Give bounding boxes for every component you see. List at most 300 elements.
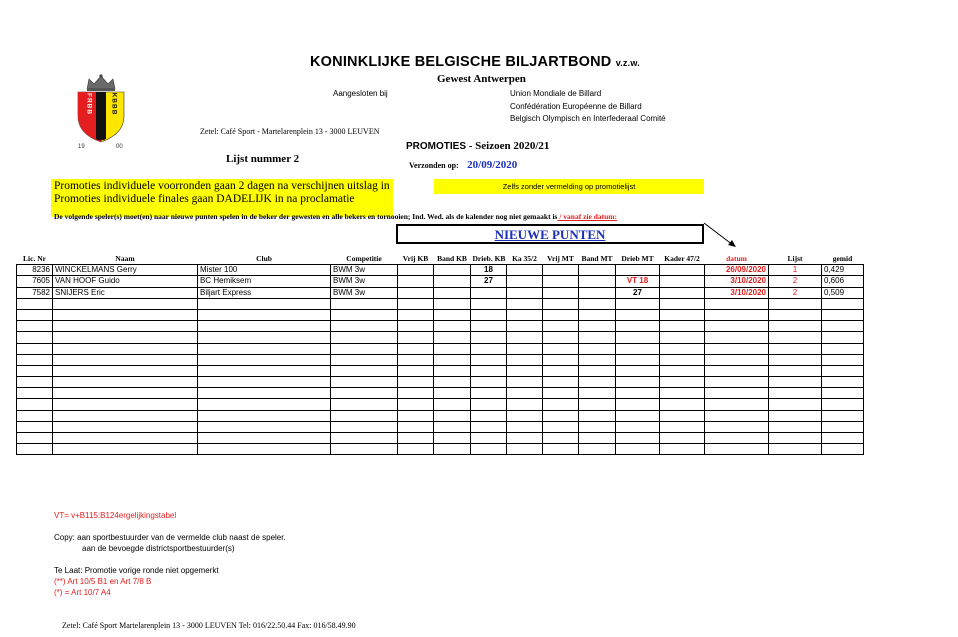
telaat-line: Te Laat: Promotie vorige ronde niet opgemerkt bbox=[54, 566, 219, 575]
table-cell bbox=[769, 444, 822, 455]
table-cell bbox=[660, 433, 705, 444]
table-cell bbox=[434, 287, 471, 298]
table-cell bbox=[507, 343, 543, 354]
table-cell bbox=[398, 377, 434, 388]
table-cell bbox=[17, 298, 53, 309]
table-cell bbox=[434, 421, 471, 432]
table-cell bbox=[471, 377, 507, 388]
table-cell bbox=[616, 332, 660, 343]
table-cell bbox=[616, 298, 660, 309]
table-cell bbox=[471, 287, 507, 298]
table-cell bbox=[822, 309, 864, 320]
table-cell bbox=[579, 287, 616, 298]
article-line-2: (*) = Art 10/7 A4 bbox=[54, 588, 111, 597]
table-cell bbox=[434, 354, 471, 365]
table-cell bbox=[53, 433, 198, 444]
affiliation-2: Confédération Européenne de Billard bbox=[510, 102, 642, 111]
table-cell: 0,429 bbox=[822, 265, 864, 276]
table-cell bbox=[17, 365, 53, 376]
vt-note: VT= v+B115:B124ergelijkingstabel bbox=[54, 511, 177, 520]
table-cell bbox=[660, 399, 705, 410]
table-cell bbox=[434, 444, 471, 455]
table-cell bbox=[543, 388, 579, 399]
table-cell: BC Hemiksem bbox=[198, 276, 331, 287]
table-cell bbox=[579, 265, 616, 276]
table-row bbox=[17, 298, 864, 309]
table-cell bbox=[471, 309, 507, 320]
table-cell: 27 bbox=[471, 276, 507, 287]
table-cell bbox=[543, 354, 579, 365]
table-cell bbox=[17, 354, 53, 365]
table-row bbox=[17, 421, 864, 432]
table-row bbox=[17, 377, 864, 388]
table-cell bbox=[822, 399, 864, 410]
table-cell bbox=[53, 377, 198, 388]
table-cell bbox=[53, 298, 198, 309]
table-cell: 8236 bbox=[17, 265, 53, 276]
table-cell bbox=[507, 276, 543, 287]
table-cell bbox=[543, 433, 579, 444]
zetel-header: Zetel: Café Sport - Martelarenplein 13 - 3000 LEUVEN bbox=[200, 127, 380, 136]
table-cell bbox=[705, 388, 769, 399]
promotion-rule-line-1: Promoties individuele voorronden gaan 2 dagen na verschijnen uitslag in bbox=[54, 180, 390, 192]
table-cell: 18 bbox=[471, 265, 507, 276]
table-cell bbox=[507, 444, 543, 455]
table-cell bbox=[398, 287, 434, 298]
table-cell bbox=[507, 309, 543, 320]
table-cell bbox=[579, 365, 616, 376]
table-row bbox=[17, 388, 864, 399]
table-cell bbox=[198, 365, 331, 376]
table-cell bbox=[507, 321, 543, 332]
table-cell bbox=[198, 421, 331, 432]
table-cell bbox=[543, 265, 579, 276]
table-cell bbox=[769, 343, 822, 354]
svg-text:19: 19 bbox=[78, 144, 85, 150]
table-cell bbox=[660, 276, 705, 287]
table-cell bbox=[769, 433, 822, 444]
table-cell bbox=[822, 377, 864, 388]
table-cell bbox=[822, 433, 864, 444]
table-cell bbox=[822, 298, 864, 309]
verzonden-date: 20/09/2020 bbox=[467, 159, 518, 171]
table-cell bbox=[17, 332, 53, 343]
column-header: Kader 47/2 bbox=[660, 254, 705, 265]
table-cell bbox=[579, 354, 616, 365]
table-cell bbox=[507, 399, 543, 410]
table-cell bbox=[579, 298, 616, 309]
table-cell bbox=[769, 321, 822, 332]
table-cell bbox=[543, 309, 579, 320]
table-cell bbox=[434, 377, 471, 388]
table-cell bbox=[198, 410, 331, 421]
table-row bbox=[17, 321, 864, 332]
column-header: Drieb. KB bbox=[472, 254, 506, 264]
table-cell bbox=[822, 421, 864, 432]
table-cell bbox=[471, 332, 507, 343]
table-cell bbox=[434, 276, 471, 287]
table-cell: BWM 3w bbox=[331, 287, 398, 298]
table-cell bbox=[331, 421, 398, 432]
table-cell bbox=[705, 309, 769, 320]
table-cell bbox=[579, 388, 616, 399]
table-cell bbox=[53, 399, 198, 410]
table-cell bbox=[616, 433, 660, 444]
table-cell bbox=[434, 321, 471, 332]
table-cell bbox=[398, 343, 434, 354]
table-cell bbox=[616, 321, 660, 332]
table-cell bbox=[579, 377, 616, 388]
table-cell: BWM 3w bbox=[331, 276, 398, 287]
table-cell bbox=[616, 388, 660, 399]
table-cell bbox=[705, 354, 769, 365]
table-cell bbox=[579, 343, 616, 354]
table-cell bbox=[434, 365, 471, 376]
table-cell bbox=[434, 332, 471, 343]
table-cell bbox=[198, 444, 331, 455]
table-cell bbox=[579, 276, 616, 287]
table-cell bbox=[543, 343, 579, 354]
table-cell bbox=[17, 399, 53, 410]
column-header: Band MT bbox=[579, 254, 616, 265]
table-cell bbox=[434, 410, 471, 421]
table-cell bbox=[471, 433, 507, 444]
table-cell bbox=[705, 421, 769, 432]
promotion-rule-line-2: Promoties individuele finales gaan DADELIJK in na proclamatie bbox=[54, 193, 355, 205]
table-cell bbox=[579, 433, 616, 444]
table-cell: 7582 bbox=[17, 287, 53, 298]
table-cell bbox=[331, 399, 398, 410]
column-header: Vrij KB bbox=[398, 254, 434, 265]
table-cell bbox=[17, 421, 53, 432]
table-body bbox=[17, 265, 864, 455]
table-cell bbox=[331, 309, 398, 320]
table-cell bbox=[53, 321, 198, 332]
table-cell bbox=[471, 321, 507, 332]
table-cell bbox=[660, 410, 705, 421]
table-row bbox=[17, 444, 864, 455]
notice-red: / vanaf zie datum: bbox=[557, 212, 618, 221]
table-cell bbox=[398, 399, 434, 410]
lijst-nummer: Lijst nummer 2 bbox=[226, 153, 300, 165]
table-cell bbox=[660, 388, 705, 399]
table-cell bbox=[660, 298, 705, 309]
table-cell bbox=[660, 354, 705, 365]
table-row bbox=[17, 433, 864, 444]
table-cell bbox=[53, 354, 198, 365]
table-cell bbox=[822, 321, 864, 332]
table-cell bbox=[331, 444, 398, 455]
table-cell bbox=[331, 377, 398, 388]
table-cell bbox=[822, 444, 864, 455]
zelfs-text: Zelfs zonder vermelding op promotielijst bbox=[502, 182, 636, 191]
table-cell bbox=[331, 365, 398, 376]
table-cell: 27 bbox=[616, 287, 660, 298]
table-cell bbox=[17, 388, 53, 399]
copy-line-1: Copy: aan sportbestuurder van de vermelde club naast de speler. bbox=[54, 533, 286, 542]
table-cell bbox=[471, 399, 507, 410]
table-cell bbox=[660, 265, 705, 276]
kbbb-logo bbox=[70, 72, 132, 150]
table-cell bbox=[471, 421, 507, 432]
table-cell: BWM 3w bbox=[331, 265, 398, 276]
table-cell bbox=[507, 354, 543, 365]
table-cell bbox=[198, 298, 331, 309]
table-cell bbox=[769, 399, 822, 410]
table-cell bbox=[53, 444, 198, 455]
table-cell bbox=[769, 298, 822, 309]
table-cell: Mister 100 bbox=[198, 265, 331, 276]
table-cell bbox=[660, 444, 705, 455]
table-cell: Biljart Express bbox=[198, 287, 331, 298]
table-cell bbox=[543, 332, 579, 343]
table-cell bbox=[17, 309, 53, 320]
table-cell bbox=[822, 365, 864, 376]
table-row bbox=[17, 343, 864, 354]
table-cell bbox=[543, 410, 579, 421]
table-cell bbox=[17, 343, 53, 354]
table-row bbox=[17, 354, 864, 365]
table-cell bbox=[331, 388, 398, 399]
organization-name: KONINKLIJKE BELGISCHE BILJARTBOND bbox=[310, 54, 612, 70]
notice-line bbox=[54, 212, 617, 221]
table-cell bbox=[471, 298, 507, 309]
table-cell bbox=[543, 399, 579, 410]
column-header: Ka 35/2 bbox=[507, 254, 543, 265]
table-cell bbox=[198, 354, 331, 365]
column-header: Competitie bbox=[331, 254, 398, 265]
column-header: Club bbox=[198, 254, 331, 265]
table-cell bbox=[198, 343, 331, 354]
table-cell bbox=[579, 410, 616, 421]
table-cell bbox=[17, 377, 53, 388]
table-cell bbox=[705, 332, 769, 343]
table-cell bbox=[660, 309, 705, 320]
table-cell bbox=[543, 377, 579, 388]
table-cell bbox=[543, 276, 579, 287]
table-cell bbox=[616, 377, 660, 388]
table-cell bbox=[471, 365, 507, 376]
table-cell bbox=[471, 354, 507, 365]
table-cell bbox=[616, 265, 660, 276]
table-row bbox=[17, 265, 864, 276]
column-header: Drieb MT bbox=[616, 254, 660, 265]
table-cell bbox=[398, 410, 434, 421]
table-cell bbox=[434, 298, 471, 309]
table-header-row bbox=[17, 254, 864, 265]
table-cell: 0,606 bbox=[822, 276, 864, 287]
table-cell bbox=[331, 433, 398, 444]
affiliation-1: Union Mondiale de Billard bbox=[510, 89, 602, 98]
table-cell: 7605 bbox=[17, 276, 53, 287]
table-cell bbox=[434, 309, 471, 320]
table-cell: 2 bbox=[769, 276, 822, 287]
table-cell bbox=[705, 365, 769, 376]
table-cell bbox=[17, 444, 53, 455]
table-cell bbox=[198, 388, 331, 399]
table-row bbox=[17, 332, 864, 343]
table-cell bbox=[331, 332, 398, 343]
table-cell bbox=[53, 421, 198, 432]
table-cell bbox=[398, 365, 434, 376]
table-cell bbox=[822, 354, 864, 365]
table-cell bbox=[434, 343, 471, 354]
column-header: Vrij MT bbox=[543, 254, 579, 265]
table-cell bbox=[543, 287, 579, 298]
table-cell: WINCKELMANS Gerry bbox=[53, 265, 198, 276]
table-cell bbox=[705, 410, 769, 421]
table-cell bbox=[705, 321, 769, 332]
table-cell bbox=[398, 332, 434, 343]
datum-arrow-icon bbox=[700, 220, 740, 250]
column-header: Band KB bbox=[434, 254, 471, 265]
table-cell bbox=[543, 421, 579, 432]
table-cell bbox=[398, 388, 434, 399]
table-cell: 1 bbox=[769, 265, 822, 276]
table-row bbox=[17, 410, 864, 421]
table-cell bbox=[705, 343, 769, 354]
notice-text: De volgende speler(s) moet(en) naar nieuwe punten spelen in de beker der gewesten en alle bekers en tornooien; Ind. Wed. als de kalender nog niet gemaakt is bbox=[54, 212, 558, 221]
zelfs-banner bbox=[434, 179, 704, 194]
table-cell bbox=[53, 309, 198, 320]
table-cell bbox=[471, 444, 507, 455]
table-cell bbox=[17, 321, 53, 332]
table-cell bbox=[616, 410, 660, 421]
table-cell bbox=[769, 332, 822, 343]
table-cell bbox=[398, 298, 434, 309]
table-cell bbox=[398, 309, 434, 320]
table-cell bbox=[17, 410, 53, 421]
table-cell bbox=[660, 332, 705, 343]
table-cell bbox=[507, 265, 543, 276]
table-cell bbox=[331, 321, 398, 332]
table-cell bbox=[660, 365, 705, 376]
table-cell bbox=[507, 410, 543, 421]
table-cell bbox=[398, 421, 434, 432]
table-cell bbox=[769, 377, 822, 388]
table-cell bbox=[434, 265, 471, 276]
table-cell: 3/10/2020 bbox=[705, 276, 769, 287]
table-cell bbox=[769, 421, 822, 432]
table-cell bbox=[769, 354, 822, 365]
table-cell bbox=[53, 332, 198, 343]
kbbb-shield-icon bbox=[70, 72, 132, 150]
column-header: Lijst bbox=[769, 254, 822, 265]
table-cell bbox=[822, 343, 864, 354]
table-cell: VT 18 bbox=[616, 276, 660, 287]
table-cell bbox=[822, 410, 864, 421]
table-cell bbox=[198, 309, 331, 320]
table-cell: 3/10/2020 bbox=[705, 287, 769, 298]
table-cell bbox=[705, 377, 769, 388]
table-cell bbox=[507, 287, 543, 298]
table-cell bbox=[705, 444, 769, 455]
table-row bbox=[17, 365, 864, 376]
table-cell bbox=[769, 388, 822, 399]
table-row bbox=[17, 276, 864, 287]
table-cell bbox=[17, 433, 53, 444]
table-cell bbox=[198, 399, 331, 410]
table-cell bbox=[616, 444, 660, 455]
svg-text:00: 00 bbox=[116, 144, 123, 150]
table-cell bbox=[705, 399, 769, 410]
table-cell bbox=[398, 444, 434, 455]
nieuwe-punten-box bbox=[396, 224, 704, 244]
table-cell bbox=[579, 421, 616, 432]
table-row bbox=[17, 287, 864, 298]
table-cell bbox=[543, 321, 579, 332]
table-cell bbox=[769, 309, 822, 320]
table-cell bbox=[543, 444, 579, 455]
table-cell bbox=[398, 265, 434, 276]
table-cell bbox=[507, 377, 543, 388]
table-cell bbox=[769, 365, 822, 376]
table-cell bbox=[705, 433, 769, 444]
copy-line-2: aan de bevoegde districtsportbestuurder(s) bbox=[82, 544, 235, 553]
table-cell bbox=[660, 287, 705, 298]
table-cell bbox=[331, 354, 398, 365]
table-cell bbox=[198, 377, 331, 388]
table-cell bbox=[434, 399, 471, 410]
table-cell bbox=[507, 433, 543, 444]
table-cell bbox=[660, 343, 705, 354]
table-cell bbox=[579, 399, 616, 410]
table-cell bbox=[471, 388, 507, 399]
table-cell bbox=[543, 298, 579, 309]
svg-text:KBBB: KBBB bbox=[110, 92, 118, 116]
table-cell bbox=[660, 421, 705, 432]
organization-title bbox=[310, 54, 640, 70]
table-cell bbox=[331, 298, 398, 309]
table-cell bbox=[616, 399, 660, 410]
table-cell bbox=[660, 377, 705, 388]
table-cell bbox=[507, 388, 543, 399]
table-cell bbox=[822, 388, 864, 399]
svg-text:FRBB: FRBB bbox=[85, 92, 93, 116]
table-cell: 2 bbox=[769, 287, 822, 298]
table-row bbox=[17, 399, 864, 410]
promoties-label: PROMOTIES bbox=[406, 141, 467, 152]
table-cell bbox=[616, 309, 660, 320]
table-cell bbox=[434, 388, 471, 399]
affiliation-3: Belgisch Olympisch en Interfederaal Comité bbox=[510, 114, 666, 123]
table-cell bbox=[616, 421, 660, 432]
aangesloten-label: Aangesloten bij bbox=[333, 89, 388, 98]
table-cell bbox=[769, 410, 822, 421]
table-cell: 0,509 bbox=[822, 287, 864, 298]
table-cell bbox=[198, 321, 331, 332]
table-cell bbox=[471, 410, 507, 421]
article-line-1: (**) Art 10/5 B1 en Art 7/8 B bbox=[54, 577, 152, 586]
table-cell: 26/09/2020 bbox=[705, 265, 769, 276]
column-header: datum bbox=[705, 254, 769, 265]
table-cell bbox=[507, 332, 543, 343]
column-header: Naam bbox=[53, 254, 198, 265]
table-cell bbox=[507, 298, 543, 309]
table-cell bbox=[198, 433, 331, 444]
table-cell bbox=[579, 309, 616, 320]
table-cell bbox=[616, 354, 660, 365]
table-cell bbox=[53, 365, 198, 376]
table-cell bbox=[53, 388, 198, 399]
table-cell bbox=[660, 321, 705, 332]
table-cell bbox=[398, 354, 434, 365]
organization-suffix: v.z.w. bbox=[615, 58, 640, 68]
table-cell bbox=[822, 332, 864, 343]
table-cell bbox=[398, 433, 434, 444]
nieuwe-punten-label: NIEUWE PUNTEN bbox=[494, 227, 606, 242]
table-cell bbox=[331, 343, 398, 354]
